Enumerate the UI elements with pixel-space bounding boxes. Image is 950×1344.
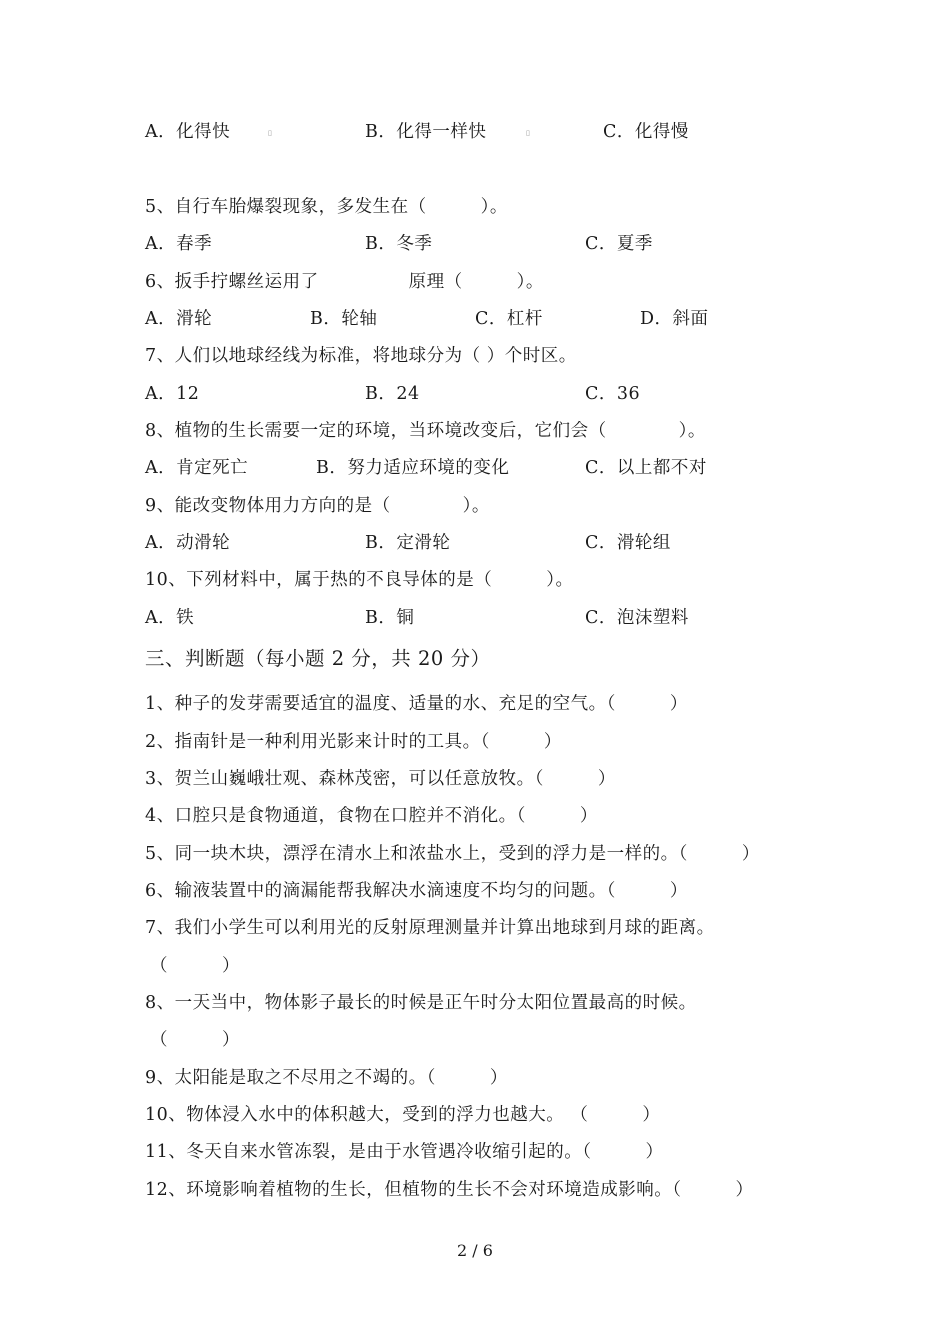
q7-option-b: B．24: [365, 384, 420, 404]
q9-option-c: C．滑轮组: [585, 533, 671, 553]
question-5: 5、自行车胎爆裂现象，多发生在（ ）。: [145, 197, 508, 217]
artifact-mark: ▯: [268, 129, 272, 137]
q7-option-c: C．36: [585, 384, 641, 404]
q5-option-a: A．春季: [145, 234, 213, 254]
tf-item: 2、指南针是一种利用光影来计时的工具。（ ）: [145, 732, 562, 752]
q4-option-b: B．化得一样快: [365, 122, 487, 142]
page-number: 2 / 6: [457, 1241, 493, 1260]
question-8: 8、植物的生长需要一定的环境，当环境改变后，它们会（ ）。: [145, 421, 706, 441]
section-heading: 三、判断题（每小题 2 分，共 20 分）: [145, 647, 491, 670]
tf-item: 1、种子的发芽需要适宜的温度、适量的水、充足的空气。（ ）: [145, 694, 688, 714]
q6-option-c: C．杠杆: [475, 309, 543, 329]
tf-item-continuation: （ ）: [150, 956, 240, 976]
q4-option-a: A．化得快: [145, 122, 231, 142]
tf-item: 8、一天当中，物体影子最长的时候是正午时分太阳位置最高的时候。: [145, 993, 697, 1013]
q10-option-c: C．泡沫塑料: [585, 608, 689, 628]
q6-option-d: D．斜面: [640, 309, 709, 329]
q6-option-b: B．轮轴: [310, 309, 378, 329]
question-7: 7、人们以地球经线为标准，将地球分为（ ）个时区。: [145, 346, 577, 366]
question-6: 6、扳手拧螺丝运用了 原理（ ）。: [145, 272, 544, 292]
tf-item: 11、冬天自来水管冻裂，是由于水管遇冷收缩引起的。（ ）: [145, 1142, 664, 1162]
tf-item: 10、物体浸入水中的体积越大，受到的浮力也越大。 （ ）: [145, 1105, 661, 1125]
tf-item: 6、输液装置中的滴漏能帮我解决水滴速度不均匀的问题。（ ）: [145, 881, 688, 901]
tf-item-continuation: （ ）: [150, 1030, 240, 1050]
q8-option-a: A．肯定死亡: [145, 458, 249, 478]
tf-item: 12、环境影响着植物的生长，但植物的生长不会对环境造成影响。（ ）: [145, 1180, 754, 1200]
q5-option-b: B．冬季: [365, 234, 433, 254]
artifact-mark: ▯: [526, 129, 530, 137]
tf-item: 4、口腔只是食物通道，食物在口腔并不消化。（ ）: [145, 806, 598, 826]
question-9: 9、能改变物体用力方向的是（ ）。: [145, 496, 490, 516]
q4-option-c: C．化得慢: [603, 122, 689, 142]
tf-item: 3、贺兰山巍峨壮观、森林茂密，可以任意放牧。（ ）: [145, 769, 616, 789]
q10-option-a: A．铁: [145, 608, 195, 628]
q9-option-b: B．定滑轮: [365, 533, 451, 553]
q10-option-b: B．铜: [365, 608, 415, 628]
q6-option-a: A．滑轮: [145, 309, 213, 329]
tf-item: 5、同一块木块，漂浮在清水上和浓盐水上，受到的浮力是一样的。（ ）: [145, 844, 760, 864]
q8-option-b: B．努力适应环境的变化: [316, 458, 510, 478]
q7-option-a: A．12: [145, 384, 200, 404]
question-10: 10、下列材料中，属于热的不良导体的是（ ）。: [145, 570, 574, 590]
tf-item: 7、我们小学生可以利用光的反射原理测量并计算出地球到月球的距离。: [145, 918, 715, 938]
q5-option-c: C．夏季: [585, 234, 653, 254]
tf-item: 9、太阳能是取之不尽用之不竭的。（ ）: [145, 1068, 508, 1088]
q8-option-c: C．以上都不对: [585, 458, 707, 478]
q9-option-a: A．动滑轮: [145, 533, 231, 553]
